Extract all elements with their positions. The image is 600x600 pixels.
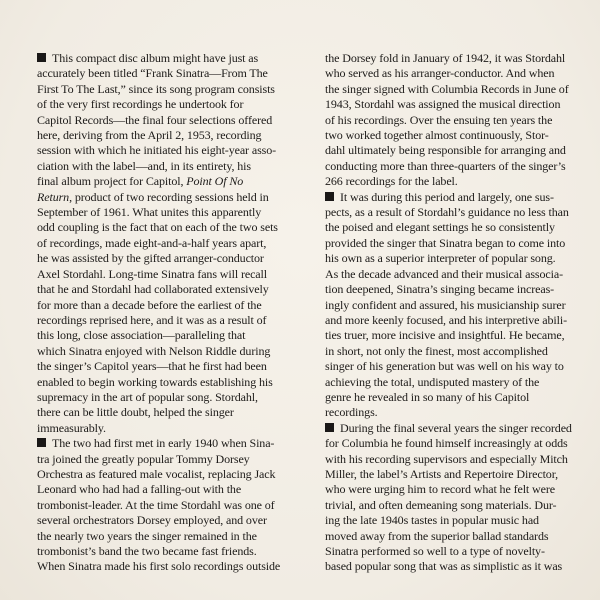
text-line: of recordings, made eight-and-a-half years apart, xyxy=(37,235,267,250)
text-line: which Sinatra enjoyed with Nelson Riddle during xyxy=(37,343,271,358)
text-line: September of 1961. What unites this apparently xyxy=(37,205,262,220)
text-line: based popular song that was as simplistic as it was xyxy=(325,559,563,574)
text-line: the poised and elegant settings he so consistently xyxy=(325,220,555,235)
text-line: for Columbia he found himself increasingly at odds xyxy=(325,436,568,451)
text-line: who were urging him to record what he felt were xyxy=(325,482,555,497)
paragraph-bullet-icon xyxy=(37,438,46,447)
text-line: recordings reprised here, and it was as a result of xyxy=(37,312,267,327)
text-line: for more than a decade before the earliest of the xyxy=(37,297,262,312)
text-line: tion deepened, Sinatra’s singing became increas- xyxy=(325,282,555,297)
text-line: there can be little doubt, helped the singer xyxy=(37,405,234,420)
text-line: During the final several years the singer recorded xyxy=(325,421,575,436)
text-line: Orchestra as featured male vocalist, replacing Jack xyxy=(37,466,276,481)
text-line: provided the singer that Sinatra began to come into xyxy=(325,235,566,250)
text-line: moved away from the superior ballad standards xyxy=(325,528,549,543)
text-line: It was during this period and largely, one sus- xyxy=(325,190,575,205)
text-line: trombonist-leader. At the time Stordahl was one of xyxy=(37,497,275,512)
text-line: tra joined the greatly popular Tommy Dorsey xyxy=(37,451,250,466)
text-line: he was assisted by the gifted arranger-conductor xyxy=(37,251,264,266)
paragraph-bullet-icon xyxy=(325,192,334,201)
text-line: achieving the total, undisputed mastery of the xyxy=(325,374,540,389)
text-line: As the decade advanced and their musical associa- xyxy=(325,266,563,281)
left-column xyxy=(37,51,297,575)
paragraph-bullet-icon xyxy=(325,423,334,432)
text-line: here, deriving from the April 2, 1953, recording xyxy=(37,128,262,143)
album-title-cont: Return xyxy=(37,189,70,204)
text-line: two worked together almost continuously, Stor- xyxy=(325,128,549,143)
text-line: ingly confident and assured, his musicianship surer xyxy=(325,297,566,312)
paragraph-bullet-icon xyxy=(37,53,46,62)
text-line: who served as his arranger-conductor. And when xyxy=(325,66,555,81)
text-line: session with which he initiated his eight-year asso- xyxy=(37,143,276,158)
text-line: several orchestrators Dorsey employed, and over xyxy=(37,513,267,528)
text-line: ties truer, more incisive and insightful. He became, xyxy=(325,328,565,343)
text-line: that he and Stordahl had collaborated extensively xyxy=(37,282,269,297)
text-line: Return, product of two recording sessions held in xyxy=(37,189,269,204)
text-line: trivial, and often demeaning song materials. Dur- xyxy=(325,497,557,512)
text-line: the singer signed with Columbia Records in June of xyxy=(325,81,569,96)
album-title: Point Of No xyxy=(186,174,244,189)
text-line: with his recording supervisors and especially Mitch xyxy=(325,451,568,466)
right-column xyxy=(325,51,575,575)
text-line: final album project for Capitol, Point Of No xyxy=(37,174,244,189)
text-line: This compact disc album might have just as xyxy=(37,51,297,66)
text-line: Sinatra performed so well to a type of novelty- xyxy=(325,544,545,558)
text-line: accurately been titled “Frank Sinatra—From The xyxy=(37,66,268,81)
text-line: Axel Stordahl. Long-time Sinatra fans will recall xyxy=(37,266,267,281)
text-line: singer of his generation but was well on his way to xyxy=(325,359,564,374)
text-line: in short, not only the finest, most accomplished xyxy=(325,343,548,358)
text-line: supremacy in the art of popular song. Stordahl, xyxy=(37,389,258,404)
text-line: ing the late 1940s tastes in popular music had xyxy=(325,513,539,528)
text-line: genre he revealed in so many of his Capitol xyxy=(325,389,530,404)
text-line: First To The Last,” since its song program consists xyxy=(37,81,275,96)
text-line: Leonard who had had a falling-out with the xyxy=(37,482,242,497)
text-line: of his recordings. Over the ensuing ten years the xyxy=(325,112,553,127)
text-line: odd coupling is the fact that on each of the two sets xyxy=(37,220,278,235)
text-line: When Sinatra made his first solo recordings outside xyxy=(37,559,281,574)
text-line: 1943, Stordahl was assigned the musical direction xyxy=(325,97,561,112)
text-line: the Dorsey fold in January of 1942, it was Stordahl xyxy=(325,51,566,65)
text-line: Capitol Records—the final four selections offered xyxy=(37,112,273,127)
text-line: Miller, the label’s Artists and Repertoire Director, xyxy=(325,466,558,481)
text-line: enabled to begin working towards establishing his xyxy=(37,374,273,389)
text-line: the nearly two years the singer remained in the xyxy=(37,528,257,543)
text-line: immeasurably. xyxy=(37,420,106,435)
text-line: trombonist’s band the two became fast friends. xyxy=(37,544,257,558)
text-line: of the very first recordings he undertook for xyxy=(37,97,244,112)
text-line: dahl ultimately being responsible for arranging and xyxy=(325,143,566,158)
text-line: ciation with the label—and, in its entirety, his xyxy=(37,158,251,173)
text-line: conducting more than three-quarters of the singer’s xyxy=(325,158,566,173)
text-line: the singer’s Capitol years—that he first had been xyxy=(37,359,267,374)
text-line: recordings. xyxy=(325,405,378,420)
text-line: his own as a superior interpreter of popular song. xyxy=(325,251,556,266)
text-line: 266 recordings for the label. xyxy=(325,174,458,189)
text-line: pects, as a result of Stordahl’s guidance no less than xyxy=(325,205,569,220)
text-line: and more keenly focused, and his interpretive abili- xyxy=(325,312,567,327)
text-line: this long, close association—paralleling that xyxy=(37,328,246,343)
text-line: The two had first met in early 1940 when Sina- xyxy=(37,436,297,451)
